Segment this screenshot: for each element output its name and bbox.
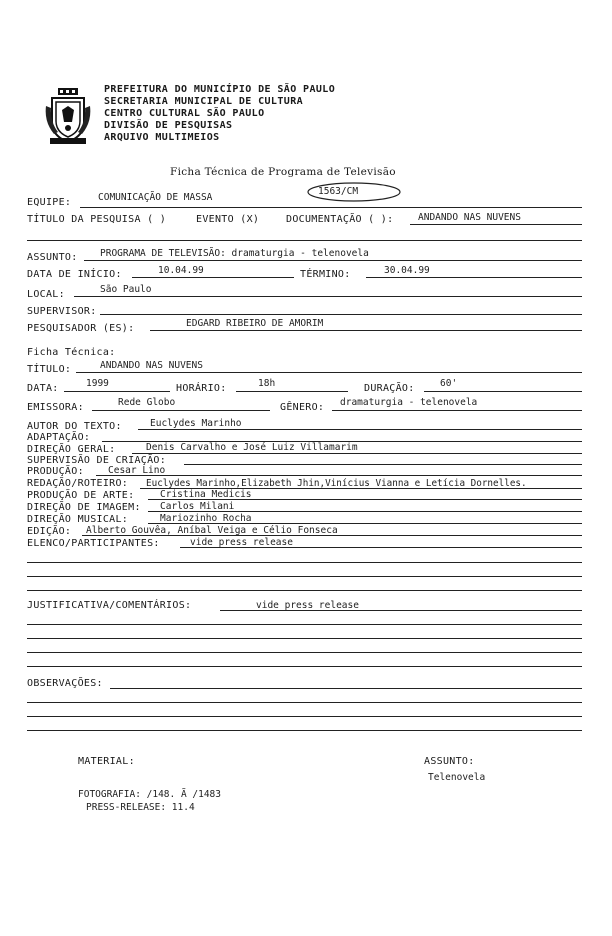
direcao-imagem-value: Carlos Milani: [160, 501, 235, 512]
coat-of-arms-seal: [44, 88, 92, 146]
elenco-label: ELENCO/PARTICIPANTES:: [27, 538, 160, 549]
autor-label: AUTOR DO TEXTO:: [27, 421, 122, 432]
termino-label: TÉRMINO:: [300, 269, 351, 280]
header-line-1: PREFEITURA DO MUNICÍPIO DE SÃO PAULO: [104, 84, 336, 95]
edicao-label: EDIÇÃO:: [27, 526, 72, 537]
producao-label: PRODUÇÃO:: [27, 466, 84, 477]
assunto-footer-value: Telenovela: [428, 772, 486, 783]
header-line-2: SECRETARIA MUNICIPAL DE CULTURA: [104, 96, 304, 107]
producao-value: Cesar Lino: [108, 465, 166, 476]
press-release-value: PRESS-RELEASE: 11.4: [86, 802, 195, 813]
observacoes-label: OBSERVAÇÕES:: [27, 678, 103, 689]
assunto-value: PROGRAMA DE TELEVISÃO: dramaturgia - telenovela: [100, 248, 369, 259]
titulo-pesquisa-value: ANDANDO NAS NUVENS: [418, 212, 521, 223]
elenco-value: vide press release: [190, 537, 293, 548]
evento-label: EVENTO (X): [196, 214, 260, 225]
fotografia-value: FOTOGRAFIA: /148. Ã /1483: [78, 789, 221, 800]
data-value: 1999: [86, 378, 109, 389]
equipe-value: COMUNICAÇÃO DE MASSA: [98, 192, 213, 203]
direcao-musical-label: DIREÇÃO MUSICAL:: [27, 514, 129, 525]
duracao-value: 60': [440, 378, 458, 389]
titulo-label: TÍTULO:: [27, 364, 72, 375]
code-value: 1563/CM: [318, 186, 359, 197]
genero-value: dramaturgia - telenovela: [340, 397, 478, 408]
direcao-imagem-label: DIREÇÃO DE IMAGEM:: [27, 502, 141, 513]
redacao-value: Euclydes Marinho,Elizabeth Jhin,Vinícius Vianna e Letícia Dornelles.: [146, 478, 527, 489]
emissora-label: EMISSORA:: [27, 402, 84, 413]
documentacao-label: DOCUMENTAÇÃO ( ):: [286, 214, 394, 225]
producao-arte-label: PRODUÇÃO DE ARTE:: [27, 490, 135, 501]
direcao-geral-value: Denis Carvalho e José Luiz Villamarim: [146, 442, 358, 453]
ficha-heading: Ficha Técnica:: [27, 347, 116, 358]
justificativa-value: vide press release: [256, 600, 359, 611]
material-label: MATERIAL:: [78, 756, 135, 767]
titulo-value: ANDANDO NAS NUVENS: [100, 360, 203, 371]
genero-label: GÊNERO:: [280, 402, 325, 413]
assunto-footer-label: ASSUNTO:: [424, 756, 475, 767]
local-label: LOCAL:: [27, 289, 65, 300]
pesquisador-label: PESQUISADOR (ES):: [27, 323, 135, 334]
justificativa-label: JUSTIFICATIVA/COMENTÁRIOS:: [27, 600, 192, 611]
producao-arte-value: Cristina Medicis: [160, 489, 252, 500]
equipe-label: EQUIPE:: [27, 197, 72, 208]
termino-value: 30.04.99: [384, 265, 430, 276]
horario-value: 18h: [258, 378, 276, 389]
edicao-value: Alberto Gouvêa, Aníbal Veiga e Célio Fonseca: [86, 525, 338, 536]
supervisor-label: SUPERVISOR:: [27, 306, 97, 317]
assunto-label: ASSUNTO:: [27, 252, 78, 263]
adaptacao-label: ADAPTAÇÃO:: [27, 432, 91, 443]
duracao-label: DURAÇÃO:: [364, 383, 415, 394]
header-line-4: DIVISÃO DE PESQUISAS: [104, 120, 233, 131]
header-line-3: CENTRO CULTURAL SÃO PAULO: [104, 108, 265, 119]
data-inicio-value: 10.04.99: [158, 265, 204, 276]
supervisao-label: SUPERVISÃO DE CRIAÇÃO:: [27, 455, 167, 466]
emissora-value: Rede Globo: [118, 397, 176, 408]
direcao-musical-value: Mariozinho Rocha: [160, 513, 252, 524]
data-label: DATA:: [27, 383, 59, 394]
horario-label: HORÁRIO:: [176, 383, 227, 394]
titulo-pesquisa-label: TÍTULO DA PESQUISA ( ): [27, 214, 167, 225]
data-inicio-label: DATA DE INÍCIO:: [27, 269, 122, 280]
form-title: Ficha Técnica de Programa de Televisão: [170, 166, 396, 178]
redacao-label: REDAÇÃO/ROTEIRO:: [27, 478, 129, 489]
direcao-geral-label: DIREÇÃO GERAL:: [27, 444, 116, 455]
pesquisador-value: EDGARD RIBEIRO DE AMORIM: [186, 318, 324, 329]
local-value: São Paulo: [100, 284, 152, 295]
header-line-5: ARQUIVO MULTIMEIOS: [104, 132, 220, 143]
autor-value: Euclydes Marinho: [150, 418, 242, 429]
